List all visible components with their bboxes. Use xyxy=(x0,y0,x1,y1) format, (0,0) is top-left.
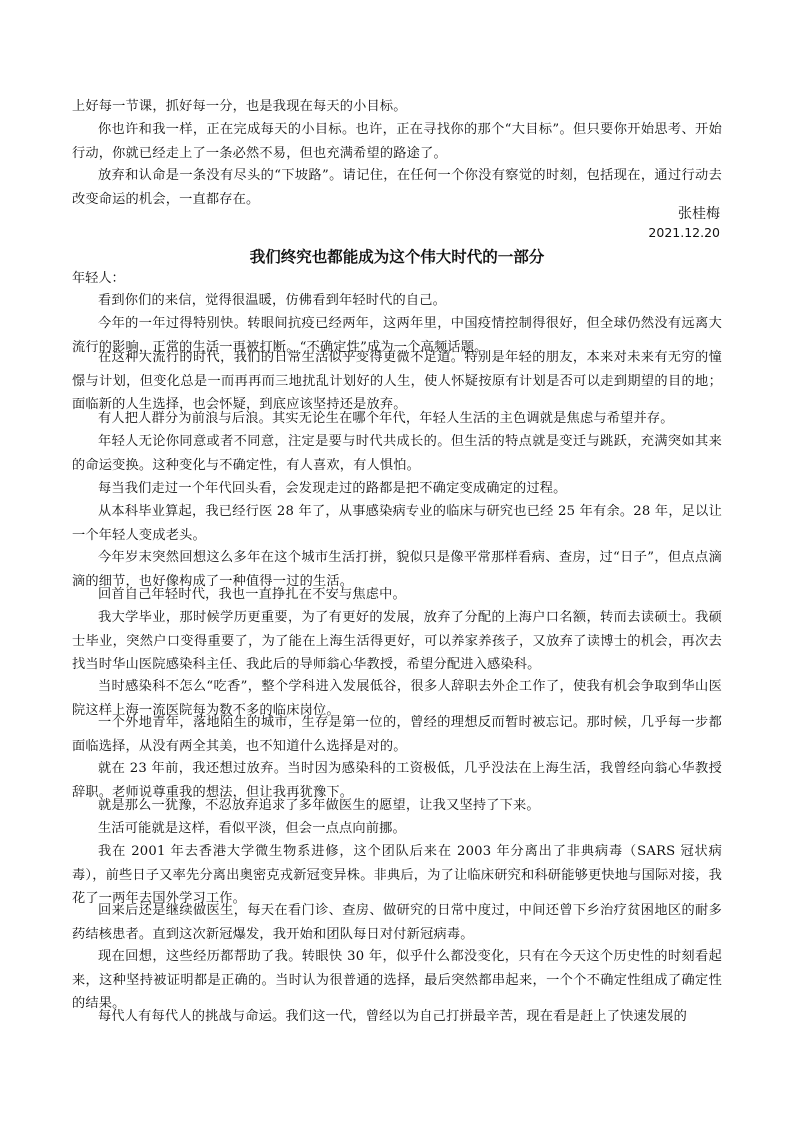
letter-paragraph: 生活可能就是这样，看似平淡，但会一点点向前挪。 xyxy=(98,821,406,836)
letter-paragraph: 回首自己年轻时代，我也一直挣扎在不安与焦虑中。 xyxy=(98,587,406,602)
letter-paragraph: 有人把人群分为前浪与后浪。其实无论生在哪个年代，年轻人生活的主色调就是焦虑与希望并存。 xyxy=(98,411,674,426)
letter-paragraph: 我在 2001 年去香港大学微生物系进修，这个团队后来在 2003 年分离出了非典病毒（SARS 冠状病毒），前些日子又率先分离出奥密克戎新冠变异株。非典后，为了让临床研究和科研能够更快地与国际对接，我花了一两年去国外学习工作。 xyxy=(72,844,722,906)
letter-paragraph: 当时感染科不怎么“吃香”，整个学科进入发展低谷，很多人辞职去外企工作了，使我有机会争取到华山医院这样上海一流医院每为数不多的临床岗位。 xyxy=(72,679,722,718)
intro-paragraph-3: 放弃和认命是一条没有尽头的“下坡路”。请记住，在任何一个你没有察觉的时刻，包括现在，通过行动去改变命运的机会，一直都存在。 xyxy=(72,168,722,207)
letter-paragraph: 回来后还是继续做医生，每天在看门诊、查房、做研究的日常中度过，中间还曾下乡治疗贫困地区的耐多药结核患者。直到这次新冠爆发，我开始和团队每日对付新冠病毒。 xyxy=(72,903,722,942)
letter-paragraph: 看到你们的来信，觉得很温暖，仿佛看到年轻时代的自己。 xyxy=(98,293,447,308)
signature-name: 张桂梅 xyxy=(678,206,720,222)
letter-paragraph: 我大学毕业，那时候学历更重要，为了有更好的发展，放弃了分配的上海户口名额，转而去读硕士。我硕士毕业，突然户口变得重要了，为了能在上海生活得更好，可以养家养孩子，又放弃了读博士的机会，再次去找当时华山医院感染科主任、我此后的导师翁心华教授，希望分配进入感染科。 xyxy=(72,610,722,672)
letter-greeting: 年轻人： xyxy=(72,271,125,286)
letter-paragraph: 从本科毕业算起，我已经行医 28 年了，从事感染病专业的临床与研究也已经 25 年有余。28 年，足以让一个年轻人变成老头。 xyxy=(72,504,722,543)
intro-paragraph-2: 你也许和我一样，正在完成每天的小目标。也许，正在寻找你的那个“大目标”。但只要你开始思考、开始行动，你就已经走上了一条必然不易，但也充满希望的路途了。 xyxy=(72,122,722,161)
signature-date: 2021.12.20 xyxy=(648,225,720,240)
letter-paragraph: 现在回想，这些经历都帮助了我。转眼快 30 年，似乎什么都没变化，只有在今天这个历史性的时刻看起来，这种坚持被证明都是正确的。当时认为很普通的选择，最后突然都串起来，一个个不确定性组成了确定性的结果。 xyxy=(72,949,722,1011)
letter-paragraph: 就是那么一犹豫，不忍放弃追求了多年做医生的愿望，让我又坚持了下来。 xyxy=(98,798,540,813)
letter-paragraph: 每代人有每代人的挑战与命运。我们这一代，曾经以为自己打拼最辛苦，现在看是赶上了快速发展的 xyxy=(98,1009,688,1024)
letter-title: 我们终究也都能成为这个伟大时代的一部分 xyxy=(249,248,545,266)
letter-paragraph: 一个外地青年，落地陌生的城市，生存是第一位的，曾经的理想反而暂时被忘记。那时候，几乎每一步都面临选择，从没有两全其美，也不知道什么选择是对的。 xyxy=(72,715,722,754)
letter-paragraph: 在这种大流行的时代，我们的日常生活似乎变得更微不足道。特别是年轻的朋友，本来对未来有无穷的憧憬与计划，但变化总是一而再再而三地扰乱计划好的人生，使人怀疑按原有计划是否可以走到期望的目的地；面临新的人生选择，也会怀疑，到底应该坚持还是放弃。 xyxy=(72,350,722,412)
letter-paragraph: 每当我们走过一个年代回头看，会发现走过的路都是把不确定变成确定的过程。 xyxy=(98,481,567,496)
letter-paragraph: 今年岁末突然回想这么多年在这个城市生活打拼，貌似只是像平常那样看病、查房，过“日子”，但点点滴滴的细节，也好像构成了一种值得一过的生活。 xyxy=(72,550,722,589)
intro-paragraph-1: 上好每一节课，抓好每一分，也是我现在每天的小目标。 xyxy=(72,99,407,114)
letter-paragraph: 今年的一年过得特别快。转眼间抗疫已经两年，这两年里，中国疫情控制得很好，但全球仍然没有远离大流行的影响，正常的生活一再被打断。“不确定性”成为一个高频话题。 xyxy=(72,316,722,355)
letter-paragraph: 年轻人无论你同意或者不同意，注定是要与时代共成长的。但生活的特点就是变迁与跳跃，充满突如其来的命运变换。这种变化与不确定性，有人喜欢，有人惧怕。 xyxy=(72,434,722,473)
letter-paragraph: 就在 23 年前，我还想过放弃。当时因为感染科的工资极低，几乎没法在上海生活，我曾经向翁心华教授辞职。老师说尊重我的想法，但让我再犹豫下。 xyxy=(72,761,722,800)
